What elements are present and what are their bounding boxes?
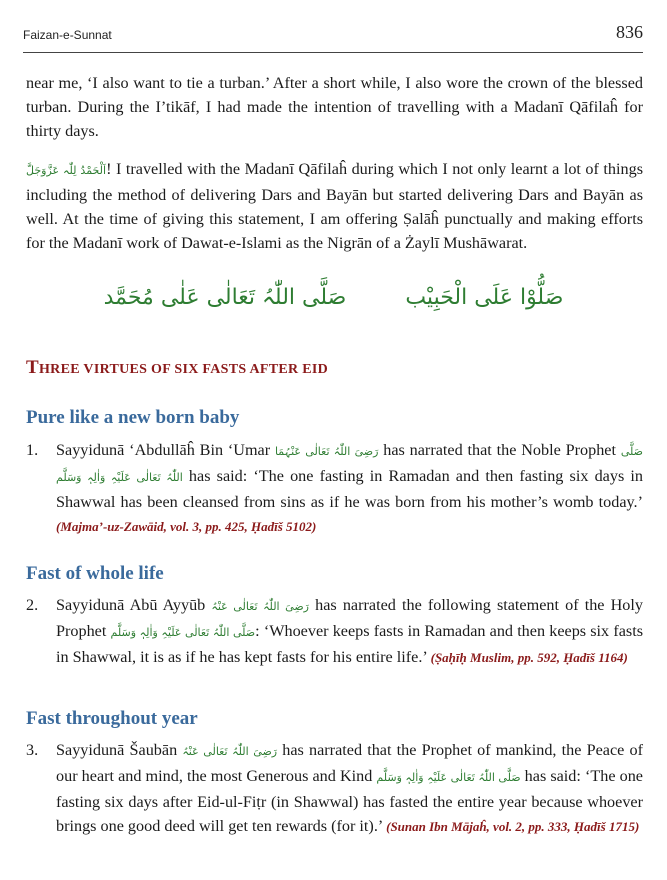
- hadith-item-3: [26, 738, 643, 839]
- item-2-text-b: has narrated the following statement of the Holy Prophet: [56, 596, 643, 640]
- item-number-3: 3.: [26, 741, 39, 759]
- item-1-text-b: has narrated that the Noble Prophet: [378, 441, 621, 459]
- item-3-text-a: Sayyidunā Šaubān: [56, 741, 183, 759]
- paragraph-2: [26, 157, 643, 255]
- item-3-text-b: has narrated that the Prophet of mankind, the Peace of our heart and mind, the most Generous and Kind: [56, 741, 643, 785]
- item-2-reference: (Ṣaḥīḥ Muslim, pp. 592, Ḥadīš 1164): [430, 650, 628, 665]
- durood-left: صَلُّوْا عَلَی الْحَبِیْب: [405, 285, 564, 310]
- item-2-arabic-a: رَضِیَ اللّٰہُ تَعَالٰی عَنْہُ: [211, 600, 309, 613]
- item-number-1: 1.: [26, 441, 39, 459]
- item-2-text-a: Sayyidunā Abū Ayyūb: [56, 596, 212, 614]
- durood-line: [0, 285, 667, 310]
- item-number-2: 2.: [26, 596, 39, 614]
- alhamdulillah-phrase: اَلْحَمْدُ لِلّٰہ عَزَّوَجَلَّ: [26, 164, 107, 177]
- item-3-reference: (Sunan Ibn Mājaĥ, vol. 2, pp. 333, Ḥadīš 1715): [386, 819, 640, 834]
- page-number: 836: [616, 22, 643, 42]
- item-3-text-c: has said: ‘The one fasting six days after Eid-ul-Fiṭr (in Shawwal) has fasted the entire year because whoever brings one good deed will get ten rewards (for it).’: [56, 767, 643, 835]
- book-title: Faizan-e-Sunnat: [23, 28, 112, 42]
- section-title-text: HREE VIRTUES OF SIX FASTS AFTER EID: [38, 362, 329, 377]
- durood-right: صَلَّی اللّٰہُ تَعَالٰی عَلٰی مُحَمَّد: [103, 285, 347, 310]
- section-title: THREE VIRTUES OF SIX FASTS AFTER EID: [26, 357, 329, 378]
- item-1-text-a: Sayyidunā ‘Abdullāĥ Bin ‘Umar: [56, 441, 275, 459]
- paragraph-2-text: ! I travelled with the Madanī Qāfilaĥ during which I not only learnt a lot of things including the method of delivering Dars and Bayān but started delivering Dars and Bayān as well. At the time of giving this statement, I am offering Ṣalāĥ punctually and making efforts for the Madanī work of Dawat-e-Islami as the Nigrān of a Żaylī Mushāwarat.: [26, 160, 643, 252]
- page-header: [23, 22, 643, 48]
- header-rule: [23, 52, 643, 53]
- subheading-3: Fast throughout year: [26, 708, 198, 729]
- item-1-arabic-a: رَضِیَ اللّٰہُ تَعَالٰی عَنْہُمَا: [274, 445, 379, 458]
- item-3-arabic-b: صَلَّی اللّٰہُ تَعَالٰی عَلَیْہِ وَاٰلِہٖ وَسَلَّم: [376, 771, 521, 784]
- item-1-reference: (Majma’-uz-Zawāid, vol. 3, pp. 425, Ḥadīš 5102): [56, 519, 317, 534]
- item-2-text-c: : ‘Whoever keeps fasts in Ramadan and then keeps six fasts in Shawwal, it is as if he has kept fasts for his entire life.’: [56, 622, 643, 666]
- paragraph-1: near me, ‘I also want to tie a turban.’ After a short while, I also wore the crown of the blessed turban. During the I’tikāf, I had made the intention of travelling with a Madanī Qāfilaĥ for thirty days.: [26, 74, 643, 140]
- hadith-item-1: [26, 438, 643, 539]
- subheading-2: Fast of whole life: [26, 563, 164, 584]
- item-1-text-c: has said: ‘The one fasting in Ramadan and then fasting six days in Shawwal has been cleansed from sins as if he was born from his mother’s womb today.’: [56, 467, 644, 511]
- item-1-arabic-b: صَلَّی اللّٰہُ تَعَالٰی عَلَیْہِ وَاٰلِہٖ وَسَلَّم: [56, 445, 643, 484]
- subheading-1: Pure like a new born baby: [26, 407, 240, 428]
- hadith-item-2: [26, 593, 643, 670]
- item-2-arabic-b: صَلَّی اللّٰہُ تَعَالٰی عَلَیْہِ وَاٰلِہٖ وَسَلَّم: [110, 626, 256, 639]
- item-3-arabic-a: رَضِیَ اللّٰہُ تَعَالٰی عَنْہُ: [182, 745, 278, 758]
